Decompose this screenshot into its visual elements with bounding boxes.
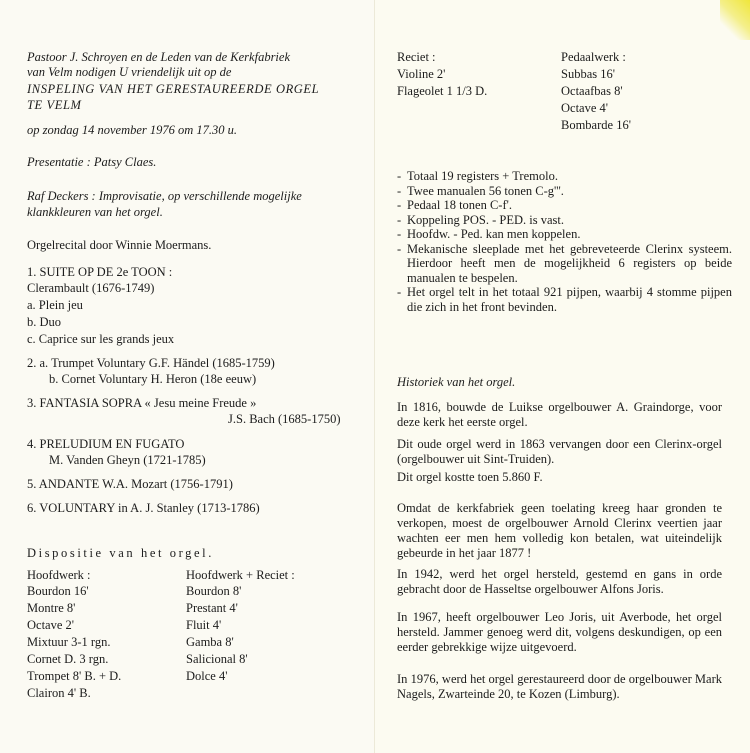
history-paragraph: Dit orgel kostte toen 5.860 F. [397, 470, 543, 484]
reciet-stop: Flageolet 1 1/3 D. [397, 84, 488, 98]
history-paragraph: In 1816, bouwde de Luikse orgelbouwer A. Graindorge, voor deze kerk het eerste orgel. [397, 400, 722, 429]
spec-item: - Hoofdw. - Ped. kan men koppelen. [397, 227, 581, 241]
program-item-1c: c. Caprice sur les grands jeux [27, 332, 175, 346]
specs-list [397, 169, 732, 314]
hoofdwerk-stop: Montre 8' [27, 601, 76, 615]
invitation-line-2: van Velm nodigen U vriendelijk uit op de [27, 65, 232, 79]
history-paragraph: In 1976, werd het orgel gerestaureerd door de orgelbouwer Mark Nagels, Zwarteinde 20, te Kozen (Limburg). [397, 672, 722, 701]
reciet-stop: Violine 2' [397, 67, 446, 81]
program-item-5: 5. ANDANTE W.A. Mozart (1756-1791) [27, 477, 233, 491]
hoofdwerk-stop: Mixtuur 3-1 rgn. [27, 635, 111, 649]
program-item-4-composer: M. Vanden Gheyn (1721-1785) [49, 453, 206, 467]
hoofdwerk-stop: Cornet D. 3 rgn. [27, 652, 109, 666]
yellow-corner [720, 0, 750, 40]
program-item-4-title: 4. PRELUDIUM EN FUGATO [27, 437, 185, 451]
recital-line: Orgelrecital door Winnie Moermans. [27, 238, 212, 252]
presentation: Presentatie : Patsy Claes. [27, 155, 157, 169]
history-paragraph: In 1967, heeft orgelbouwer Leo Joris, uit Averbode, het orgel hersteld. Jammer genoeg werd dit, volgens deskundigen, op een eerder gebrekkige wijze uitgevoerd. [397, 610, 722, 654]
pedaal-stop: Octave 4' [561, 101, 609, 115]
program-item-1-composer: Clerambault (1676-1749) [27, 281, 155, 295]
history-paragraph: In 1942, werd het orgel hersteld, gestemd en gans in orde gebracht door de Hasseltse orgelbouwer Alfons Joris. [397, 567, 722, 596]
hoofdwerk-reciet-title: Hoofdwerk + Reciet : [186, 568, 295, 582]
hoofdwerk-reciet-stop: Prestant 4' [186, 601, 238, 615]
spec-item: - Het orgel telt in het totaal 921 pijpen, waarbij 4 stomme pijpen die zich in het front bevinden. [397, 285, 732, 314]
pedaal-stop: Octaafbas 8' [561, 84, 623, 98]
pedaal-stop: Subbas 16' [561, 67, 615, 81]
disposition-heading: Dispositie van het orgel. [27, 546, 214, 560]
hoofdwerk-reciet-stop: Gamba 8' [186, 635, 234, 649]
hoofdwerk-title: Hoofdwerk : [27, 568, 91, 582]
event-date: op zondag 14 november 1976 om 17.30 u. [27, 123, 238, 137]
program-item-2a: 2. a. Trumpet Voluntary G.F. Händel (1685-1759) [27, 356, 275, 370]
improvisation-line-2: klankkleuren van het orgel. [27, 205, 163, 219]
improvisation-line-1: Raf Deckers : Improvisatie, op verschillende mogelijke [27, 189, 302, 203]
pedaalwerk-title: Pedaalwerk : [561, 50, 626, 64]
hoofdwerk-stop: Trompet 8' B. + D. [27, 669, 122, 683]
pedaal-stop: Bombarde 16' [561, 118, 631, 132]
event-title-2: TE VELM [27, 98, 82, 112]
hoofdwerk-reciet-stop: Dolce 4' [186, 669, 228, 683]
program-item-1a: a. Plein jeu [27, 298, 83, 312]
program-item-3-title: 3. FANTASIA SOPRA « Jesu meine Freude » [27, 396, 257, 410]
hoofdwerk-reciet-stop: Salicional 8' [186, 652, 248, 666]
hoofdwerk-reciet-stop: Bourdon 8' [186, 584, 242, 598]
spec-item: - Totaal 19 registers + Tremolo. [397, 169, 558, 183]
hoofdwerk-stop: Bourdon 16' [27, 584, 89, 598]
hoofdwerk-stop: Clairon 4' B. [27, 686, 91, 700]
program-item-6: 6. VOLUNTARY in A. J. Stanley (1713-1786) [27, 501, 260, 515]
invitation-line-1: Pastoor J. Schroyen en de Leden van de Kerkfabriek [27, 50, 291, 64]
spec-item: - Koppeling POS. - PED. is vast. [397, 212, 564, 227]
history-paragraph: Dit oude orgel werd in 1863 vervangen door een Clerinx-orgel (orgelbouwer uit Sint-Truiden). [397, 437, 722, 466]
program-item-1b: b. Duo [27, 315, 62, 329]
spec-item: - Pedaal 18 tonen C-f'. [397, 198, 513, 212]
spec-item: - Twee manualen 56 tonen C-g'''. [397, 183, 564, 198]
event-title-1: INSPELING VAN HET GERESTAUREERDE ORGEL [27, 82, 320, 96]
history-paragraph: Omdat de kerkfabriek geen toelating kreeg haar gronden te verkopen, moest de orgelbouwer Arnold Clerinx veertien jaar wachten eer men hem volledig kon betalen, wat uiteindelijk gebeurde in het jaar 1877 ! [397, 501, 722, 560]
hoofdwerk-stop: Octave 2' [27, 618, 75, 632]
program-item-1-title: 1. SUITE OP DE 2e TOON : [27, 265, 173, 279]
reciet-title: Reciet : [397, 50, 436, 64]
spec-item: - Mekanische sleeplade met het gebreveteerde Clerinx systeem. Hierdoor heeft men de mogelijkheid 6 registers op beide manualen te bespelen. [397, 241, 732, 285]
history-heading: Historiek van het orgel. [397, 375, 516, 389]
program-item-3-composer: J.S. Bach (1685-1750) [228, 412, 341, 426]
hoofdwerk-reciet-stop: Fluit 4' [186, 618, 222, 632]
program-item-2b: b. Cornet Voluntary H. Heron (18e eeuw) [49, 372, 257, 386]
